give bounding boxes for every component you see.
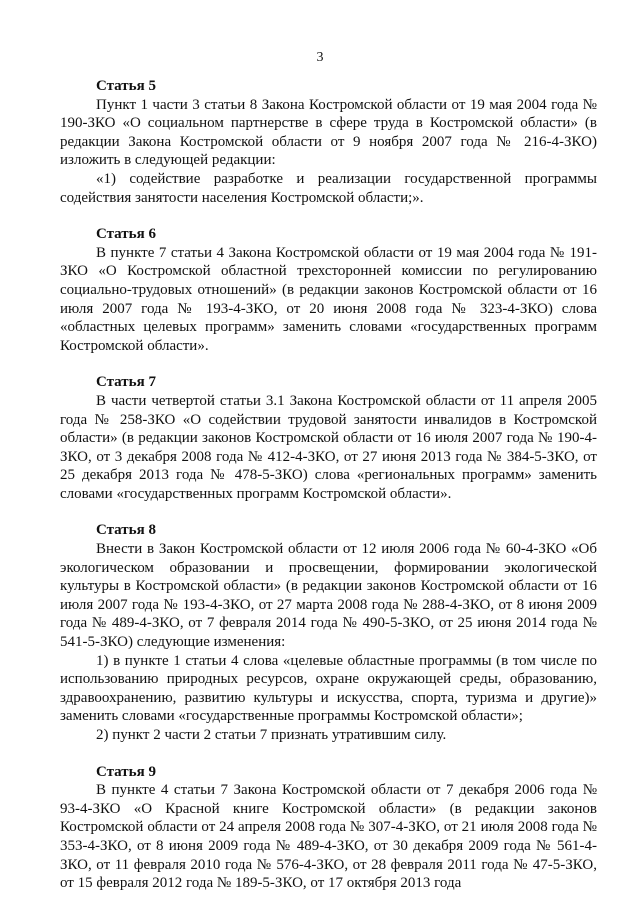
paragraph: В пункте 4 статьи 7 Закона Костромской области от 7 декабря 2006 года № 93-4-ЗКО «О Красной книге Костромской области» (в редакции законов Костромской области от 24 апреля 2008 года № 307-4-ЗКО, от 21 июля 2008 года № 353-4-ЗКО, от 8 июня 2009 года № 489-4-ЗКО, от 30 декабря 2009 года № 561-4-ЗКО, от 11 февраля 2010 года № 576-4-ЗКО, от 28 февраля 2011 года № 47-5-ЗКО, от 15 февраля 2012 года № 189-5-ЗКО, от 17 октября 2013 года [60,782,597,892]
article-title: Статья 6 [96,226,156,243]
article-title: Статья 9 [96,763,156,780]
article-5 [60,77,597,207]
paragraph: В части четвертой статьи 3.1 Закона Костромской области от 11 апреля 2005 года № 258-ЗКО «О содействии трудовой занятости инвалидов в Костромской области» (в редакции законов Костромской области от 16 июля 2007 года № 190-4-ЗКО, от 3 декабря 2008 года № 412-4-ЗКО, от 27 июня 2013 года № 384-5-ЗКО, от 25 декабря 2013 года № 478-5-ЗКО) слова «региональных программ» заменить словами «государственных программ Костромской области». [60,392,597,502]
article-title: Статья 5 [96,78,156,94]
page-number: 3 [316,50,324,65]
article-9 [60,763,597,893]
paragraph: 2) пункт 2 части 2 статьи 7 признать утратившим силу. [96,727,447,743]
article-8 [60,521,597,744]
paragraph: Пункт 1 части 3 статьи 8 Закона Костромской области от 19 мая 2004 года № 190-ЗКО «О социальном партнерстве в сфере труда в Костромской области» (в редакции Закона Костромской области от 9 ноября 2007 года № 216-4-ЗКО) изложить в следующей редакции: [60,96,597,169]
paragraph: «1) содействие разработке и реализации государственной программы содействия занятости населения Костромской области;». [60,170,597,206]
article-6 [60,225,597,355]
article-title: Статья 8 [96,522,156,539]
paragraph: В пункте 7 статьи 4 Закона Костромской области от 19 мая 2004 года № 191-ЗКО «О Костромской областной трехсторонней комиссии по регулированию социально-трудовых отношений» (в редакции законов Костромской области от 16 июля 2007 года № 193-4-ЗКО, от 20 июня 2008 года № 323-4-ЗКО) слова «областных целевых программ» заменить словами «государственных программ Костромской области». [60,244,597,354]
article-title: Статья 7 [96,374,156,391]
paragraph: 1) в пункте 1 статьи 4 слова «целевые областные программы (в том числе по использованию природных ресурсов, охране окружающей среды, образованию, здравоохранению, развитию культуры и искусства, спорта, туризма и другие)» заменить словами «государственные программы Костромской области»; [60,652,597,725]
article-7 [60,373,597,503]
paragraph: Внести в Закон Костромской области от 12 июля 2006 года № 60-4-ЗКО «Об экологическом образовании и просвещении, формировании экологической культуры в Костромской области» (в редакции законов Костромской области от 16 июля 2007 года № 193-4-ЗКО, от 27 марта 2008 года № 288-4-ЗКО, от 8 июня 2009 года № 489-4-ЗКО, от 7 февраля 2014 года № 490-5-ЗКО, от 25 июня 2014 года № 541-5-ЗКО) следующие изменения: [60,541,597,651]
document-body [60,77,597,893]
